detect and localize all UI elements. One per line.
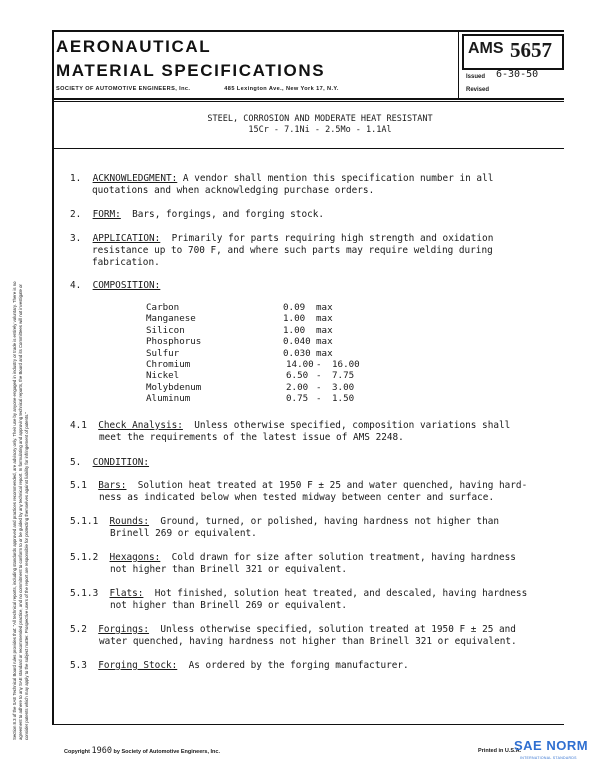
composition-min: 0.75 — [286, 393, 309, 405]
composition-element: Sulfur — [146, 347, 180, 359]
section-2 — [70, 209, 324, 221]
section-4-1 — [70, 420, 510, 432]
section-text: Solution heat treated at 1950 F ± 25 and water quenched, having hard- — [137, 480, 528, 491]
section-5-1-2 — [70, 552, 516, 564]
section-heading: FORM: — [92, 209, 121, 220]
composition-max: 16.00 — [332, 359, 360, 370]
header-rule-1 — [52, 98, 564, 100]
section-number: 5.1.3 — [70, 588, 99, 599]
composition-element: Aluminum — [146, 393, 191, 405]
composition-note: max — [316, 347, 333, 359]
society-line — [56, 86, 339, 92]
composition-element: Chromium — [146, 359, 191, 370]
composition-row — [0, 370, 600, 381]
section-number: 3. — [70, 233, 82, 244]
section-text: Hot finished, solution heat treated, and descaled, having hardness — [154, 588, 528, 599]
section-number: 5. — [70, 457, 82, 468]
society-address: 485 Lexington Ave., New York 17, N.Y. — [224, 86, 339, 92]
section-heading: Bars: — [98, 480, 127, 491]
footer-rule — [52, 724, 564, 725]
section-number: 5.1 — [70, 480, 87, 491]
section-heading: Flats: — [109, 588, 144, 599]
composition-row — [0, 325, 600, 336]
copyright-holder: by Society of Automotive Engineers, Inc. — [113, 749, 220, 755]
section-5-1-3-line2: not higher than Brinell 269 or equivalent. — [110, 600, 348, 611]
section-text: Unless otherwise specified, solution treated at 1950 F ± 25 and — [160, 624, 516, 635]
section-heading: ACKNOWLEDGMENT: — [92, 173, 178, 184]
composition-row — [0, 302, 600, 313]
section-number: 4. — [70, 280, 82, 291]
footer-copyright — [64, 746, 220, 756]
composition-dash: - — [316, 393, 322, 405]
copyright-label: Copyright — [64, 749, 90, 755]
sae-norm-logo-subtitle: INTERNATIONAL STANDARDS — [520, 756, 577, 760]
ams-number: 5657 — [510, 38, 552, 62]
composition-element: Manganese — [146, 313, 196, 325]
section-5-1 — [70, 480, 527, 492]
header-title-line1: AERONAUTICAL — [56, 37, 212, 56]
ams-label: AMS — [468, 40, 504, 57]
section-heading: APPLICATION: — [92, 233, 161, 244]
section-number: 5.2 — [70, 624, 87, 635]
section-text: Primarily for parts requiring high strength and oxidation — [171, 233, 494, 244]
composition-note: max — [316, 302, 333, 313]
section-heading: Hexagons: — [109, 552, 161, 563]
composition-min: 6.50 — [286, 370, 309, 382]
sae-norm-logo: SAE NORM — [514, 738, 589, 753]
section-heading: Check Analysis: — [98, 420, 183, 431]
section-5 — [70, 457, 149, 469]
section-heading: Forgings: — [98, 624, 150, 635]
composition-dash: - — [316, 359, 322, 370]
section-text: Cold drawn for size after solution treatment, having hardness — [171, 552, 516, 563]
section-5-1-1 — [70, 516, 499, 528]
header-top-rule — [52, 30, 564, 32]
title-rule — [52, 148, 564, 149]
section-4-1-line2: meet the requirements of the latest issue of AMS 2248. — [99, 432, 404, 443]
composition-max: 1.50 — [332, 393, 355, 405]
composition-max: 1.00 — [283, 324, 306, 336]
composition-max: 0.09 — [283, 302, 306, 313]
section-5-1-3 — [70, 588, 527, 600]
composition-note: max — [316, 324, 333, 336]
section-4 — [70, 280, 160, 292]
section-heading: CONDITION: — [92, 457, 150, 468]
composition-element: Molybdenum — [146, 381, 202, 393]
composition-row — [0, 382, 600, 393]
section-5-1-2-line2: not higher than Brinell 321 or equivalent. — [110, 564, 348, 575]
ams-number-box — [462, 34, 564, 70]
section-text: Ground, turned, or polished, having hardness not higher than — [160, 516, 499, 527]
section-5-2-line2: water quenched, having hardness not higher than Brinell 321 or equivalent. — [99, 636, 517, 647]
header-title-line2: MATERIAL SPECIFICATIONS — [56, 61, 326, 80]
section-3-line3: fabrication. — [92, 257, 160, 268]
section-5-1-line2: ness as indicated below when tested midway between center and surface. — [99, 492, 495, 503]
section-3 — [70, 233, 493, 245]
section-text: As ordered by the forging manufacturer. — [188, 660, 409, 671]
section-1-line2: quotations and when acknowledging purchase orders. — [92, 185, 375, 196]
composition-row — [0, 348, 600, 359]
composition-max: 0.030 — [283, 347, 311, 359]
copyright-year: 1960 — [91, 746, 112, 756]
composition-element: Nickel — [146, 370, 180, 382]
composition-max: 7.75 — [332, 370, 355, 382]
composition-row — [0, 313, 600, 324]
section-number: 5.3 — [70, 660, 87, 671]
composition-max: 1.00 — [283, 313, 306, 325]
section-1 — [70, 173, 493, 185]
section-5-2 — [70, 624, 516, 636]
composition-note: max — [316, 313, 333, 325]
composition-row — [0, 393, 600, 404]
section-number: 4.1 — [70, 420, 87, 431]
composition-element: Silicon — [146, 324, 185, 336]
section-number: 2. — [70, 209, 82, 220]
section-heading: COMPOSITION: — [92, 280, 161, 291]
printed-in: Printed in U.S.A. — [478, 748, 522, 754]
composition-element: Phosphorus — [146, 336, 202, 348]
issued-date: 6-30-50 — [496, 69, 539, 80]
composition-row — [0, 336, 600, 347]
composition-dash: - — [316, 370, 322, 382]
section-5-1-1-line2: Brinell 269 or equivalent. — [110, 528, 257, 539]
section-5-3 — [70, 660, 409, 672]
section-text: Unless otherwise specified, composition variations shall — [194, 420, 511, 431]
issued-label: Issued — [466, 74, 486, 80]
composition-dash: - — [316, 381, 322, 393]
society-name: SOCIETY OF AUTOMOTIVE ENGINEERS, Inc. — [56, 86, 191, 92]
composition-row — [0, 359, 600, 370]
section-text: A vendor shall mention this specification number in all — [182, 173, 494, 184]
composition-element: Carbon — [146, 302, 180, 313]
section-heading: Forging Stock: — [98, 660, 178, 671]
composition-max: 0.040 — [283, 336, 311, 348]
spec-title-line2: 15Cr - 7.1Ni - 2.5Mo - 1.1Al — [248, 125, 392, 135]
composition-min: 2.00 — [286, 381, 309, 393]
composition-note: max — [316, 336, 333, 348]
header-rule-2 — [52, 101, 564, 102]
spec-title-line1: STEEL, CORROSION AND MODERATE HEAT RESISTANT — [207, 114, 433, 124]
technical-board-note: Section 8.3 of the SAE Technical Board rules provides that: "All technical reports, including standards approved and practices recommended, are advisory only. Their use by anyone engaged in industry or trade is entirely voluntary. There is no agreement to adhere to any SAE standard or recommended practice, and no commitment to conform to or be guided by any technical report. In formulating and approving technical reports, the Board and its Committees will not investigate or consider patents which may apply to the subject matter. Prospective users of the report are responsible for protecting themselves against liability for infringement of patents." — [12, 281, 29, 740]
section-number: 5.1.1 — [70, 516, 99, 527]
section-number: 1. — [70, 173, 82, 184]
composition-max: 3.00 — [332, 381, 355, 393]
revised-label: Revised — [466, 87, 490, 93]
section-heading: Rounds: — [109, 516, 150, 527]
composition-min: 14.00 — [286, 359, 314, 370]
section-text: Bars, forgings, and forging stock. — [132, 209, 325, 220]
section-number: 5.1.2 — [70, 552, 99, 563]
section-3-line2: resistance up to 700 F, and where such parts may require welding during — [92, 245, 493, 256]
ams-divider — [458, 30, 459, 98]
